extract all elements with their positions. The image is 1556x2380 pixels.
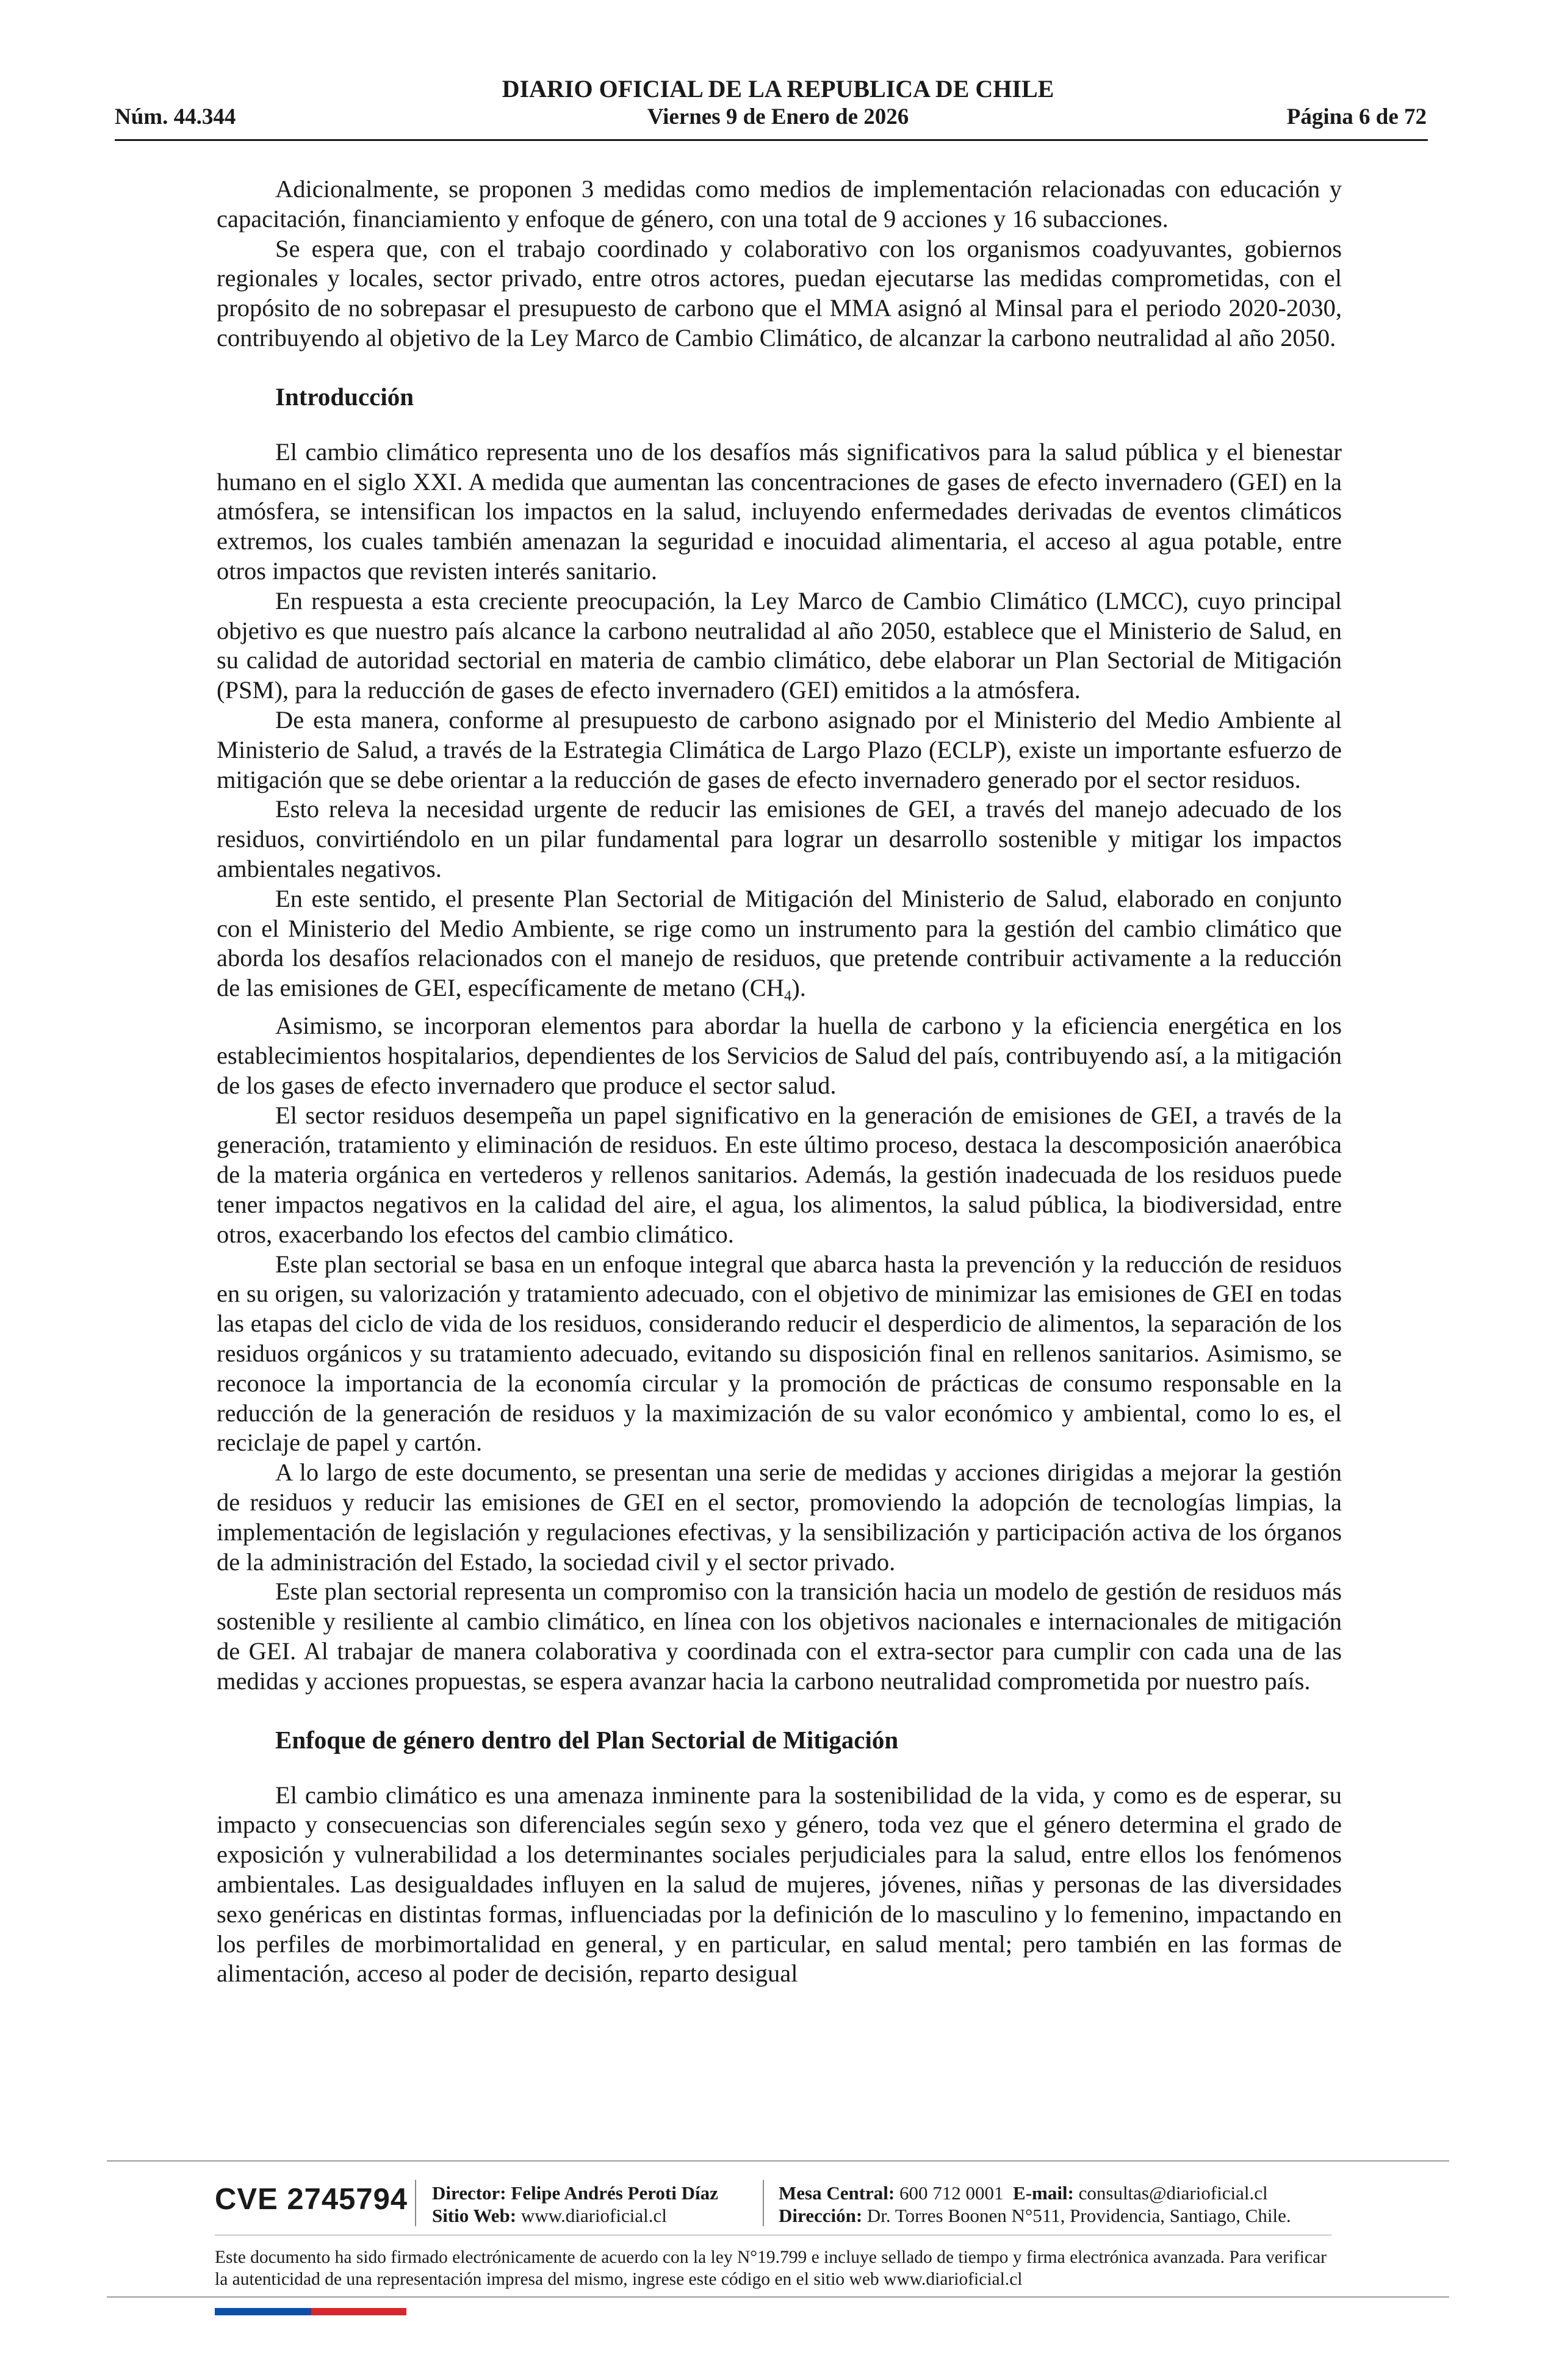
paragraph-text-end: ). bbox=[791, 974, 806, 1002]
subscript: 4 bbox=[784, 987, 792, 1004]
address-label: Dirección: bbox=[779, 2205, 863, 2226]
director-name: Felipe Andrés Peroti Díaz bbox=[511, 2182, 718, 2204]
footer-divider-top bbox=[107, 2160, 1449, 2162]
issue-number: Núm. 44.344 bbox=[115, 104, 236, 129]
section-heading-introduccion: Introducción bbox=[275, 382, 414, 411]
paragraph: Este plan sectorial se basa en un enfoque integral que abarca hasta la prevención y la reducción de residuos en su origen, su valorización y tratamiento adecuado, con el objetivo de minimizar las emisiones de GEI en todas las etapas del ciclo de vida de los residuos, considerando reducir el desperdicio de alimentos, la separación de los residuos orgánicos y su tratamiento adecuado, evitando su disposición final en rellenos sanitarios. Asimismo, se reconoce la importancia de la economía circular y la promoción de prácticas de consumo responsable en la reducción de la generación de residuos y la maximización de su valor económico y ambiental, como lo es, el reciclaje de papel y cartón. bbox=[217, 1250, 1342, 1457]
email-link[interactable]: consultas@diarioficial.cl bbox=[1078, 2182, 1268, 2204]
page-indicator: Página 6 de 72 bbox=[1286, 104, 1427, 129]
web-link[interactable]: www.diarioficial.cl bbox=[520, 2205, 667, 2226]
paragraph: El cambio climático representa uno de los desafíos más significativos para la salud pública y el bienestar humano en el siglo XXI. A medida que aumentan las concentraciones de gases de efecto invernadero (GEI) en la atmósfera, se intensifican los impactos en la salud, incluyendo enfermedades derivadas de eventos climáticos extremos, los cuales también amenazan la seguridad e inocuidad alimentaria, el acceso al agua potable, entre otros impactos que revisten interés sanitario. bbox=[217, 438, 1342, 585]
flag-stripe-red bbox=[311, 2308, 406, 2315]
cve-code: CVE 2745794 bbox=[215, 2183, 408, 2216]
paragraph: A lo largo de este documento, se presentan una serie de medidas y acciones dirigidas a mejorar la gestión de residuos y reducir las emisiones de GEI en el sector, promoviendo la adopción de tecnologías limpias, la implementación de legislación y regulaciones efectivas, y la sensibilización y participación activa de los órganos de la administración del Estado, la sociedad civil y el sector privado. bbox=[217, 1459, 1342, 1576]
phone-value: 600 712 0001 bbox=[899, 2182, 1004, 2204]
email-label: E-mail: bbox=[1013, 2182, 1074, 2204]
newspaper-title: DIARIO OFICIAL DE LA REPUBLICA DE CHILE bbox=[502, 75, 1054, 103]
paragraph: Se espera que, con el trabajo coordinado y colaborativo con los organismos coadyuvantes, gobiernos regionales y locales, sector privado, entre otros actores, puedan ejecutarse las medidas comprometidas, con el propósito de no sobrepasar el presupuesto de carbono que el MMA asignó al Minsal para el periodo 2020-2030, contribuyendo al objetivo de la Ley Marco de Cambio Climático, de alcanzar la carbono neutralidad al año 2050. bbox=[217, 234, 1342, 352]
footer-divider-bottom bbox=[107, 2296, 1449, 2298]
footer-contact-block bbox=[779, 2182, 1291, 2227]
paragraph: Esto releva la necesidad urgente de reducir las emisiones de GEI, a través del manejo adecuado de los residuos, convirtiéndolo en un pilar fundamental para lograr un desarrollo sostenible y mitigar los impactos ambientales negativos. bbox=[217, 795, 1342, 882]
article-body bbox=[217, 175, 1342, 1989]
electronic-signature-notice: Este documento ha sido firmado electrónicamente de acuerdo con la ley N°19.799 e incluye sellado de tiempo y firma electrónica avanzada. Para verificar la autenticidad de una representación impresa del mismo, ingrese este código en el sitio web www.diarioficial.cl bbox=[215, 2248, 1327, 2289]
paragraph bbox=[217, 884, 1342, 1011]
footer-separator bbox=[415, 2180, 416, 2226]
paragraph: El sector residuos desempeña un papel significativo en la generación de emisiones de GEI, a través de la generación, tratamiento y eliminación de residuos. En este último proceso, destaca la descomposición anaeróbica de la materia orgánica en vertederos y rellenos sanitarios. Además, la gestión inadecuada de los residuos puede tener impactos negativos en la calidad del aire, el agua, los alimentos, la salud pública, la biodiversidad, entre otros, exacerbando los efectos del cambio climático. bbox=[217, 1101, 1342, 1248]
issue-date: Viernes 9 de Enero de 2026 bbox=[647, 104, 909, 129]
paragraph: Adicionalmente, se proponen 3 medidas como medios de implementación relacionadas con educación y capacitación, financiamiento y enfoque de género, con una total de 9 acciones y 16 subacciones. bbox=[217, 175, 1342, 233]
phone-label: Mesa Central: bbox=[779, 2182, 895, 2204]
footer-director-block bbox=[432, 2182, 718, 2227]
paragraph: Asimismo, se incorporan elementos para abordar la huella de carbono y la eficiencia energética en los establecimientos hospitalarios, dependientes de los Servicios de Salud del país, contribuyendo así, a la mitigación de los gases de efecto invernadero que produce el sector salud. bbox=[217, 1012, 1342, 1099]
footer-separator bbox=[763, 2180, 764, 2226]
paragraph: En respuesta a esta creciente preocupación, la Ley Marco de Cambio Climático (LMCC), cuyo principal objetivo es que nuestro país alcance la carbono neutralidad al año 2050, establece que el Ministerio de Salud, en su calidad de autoridad sectorial en materia de cambio climático, debe elaborar un Plan Sectorial de Mitigación (PSM), para la reducción de gases de efecto invernadero (GEI) emitidos a la atmósfera. bbox=[217, 586, 1342, 704]
paragraph: Este plan sectorial representa un compromiso con la transición hacia un modelo de gestión de residuos más sostenible y resiliente al cambio climático, en línea con los objetivos nacionales e internacionales de mitigación de GEI. Al trabajar de manera colaborativa y coordinada con el extra-sector para cumplir con cada una de las medidas y acciones propuestas, se espera avanzar hacia la carbono neutralidad comprometida por nuestro país. bbox=[217, 1578, 1342, 1695]
flag-stripe-blue bbox=[215, 2308, 311, 2315]
director-label: Director: bbox=[432, 2182, 506, 2204]
paragraph: El cambio climático es una amenaza inminente para la sostenibilidad de la vida, y como es de esperar, su impacto y consecuencias son diferenciales según sexo y género, toda vez que el género determina el grado de exposición y vulnerabilidad a los determinantes sociales perjudiciales para la salud, entre ellos los fenómenos ambientales. Las desigualdades influyen en la salud de mujeres, jóvenes, niñas y personas de las diversidades sexo genéricas en distintas formas, influenciadas por la definición de lo masculino y lo femenino, impactando en los perfiles de morbimortalidad en general, y en particular, en salud mental; pero también en las formas de alimentación, acceso al poder de decisión, reparto desigual bbox=[217, 1781, 1342, 1988]
header-divider bbox=[115, 139, 1428, 141]
web-label: Sitio Web: bbox=[432, 2205, 517, 2226]
paragraph: De esta manera, conforme al presupuesto de carbono asignado por el Ministerio del Medio Ambiente al Ministerio de Salud, a través de la Estrategia Climática de Largo Plazo (ECLP), existe un importante esfuerzo de mitigación que se debe orientar a la reducción de gases de efecto invernadero generado por el sector residuos. bbox=[217, 705, 1342, 793]
paragraph-text: En este sentido, el presente Plan Sectorial de Mitigación del Ministerio de Salud, elaborado en conjunto con el Ministerio del Medio Ambiente, se rige como un instrumento para la gestión del cambio climático que aborda los desafíos relacionados con el manejo de residuos, que pretende contribuir activamente a la reducción de las emisiones de GEI, específicamente de metano (CH bbox=[217, 884, 1342, 1002]
section-heading-enfoque-genero: Enfoque de género dentro del Plan Sectorial de Mitigación bbox=[275, 1725, 899, 1754]
address-value: Dr. Torres Boonen N°511, Providencia, Santiago, Chile. bbox=[866, 2205, 1291, 2226]
